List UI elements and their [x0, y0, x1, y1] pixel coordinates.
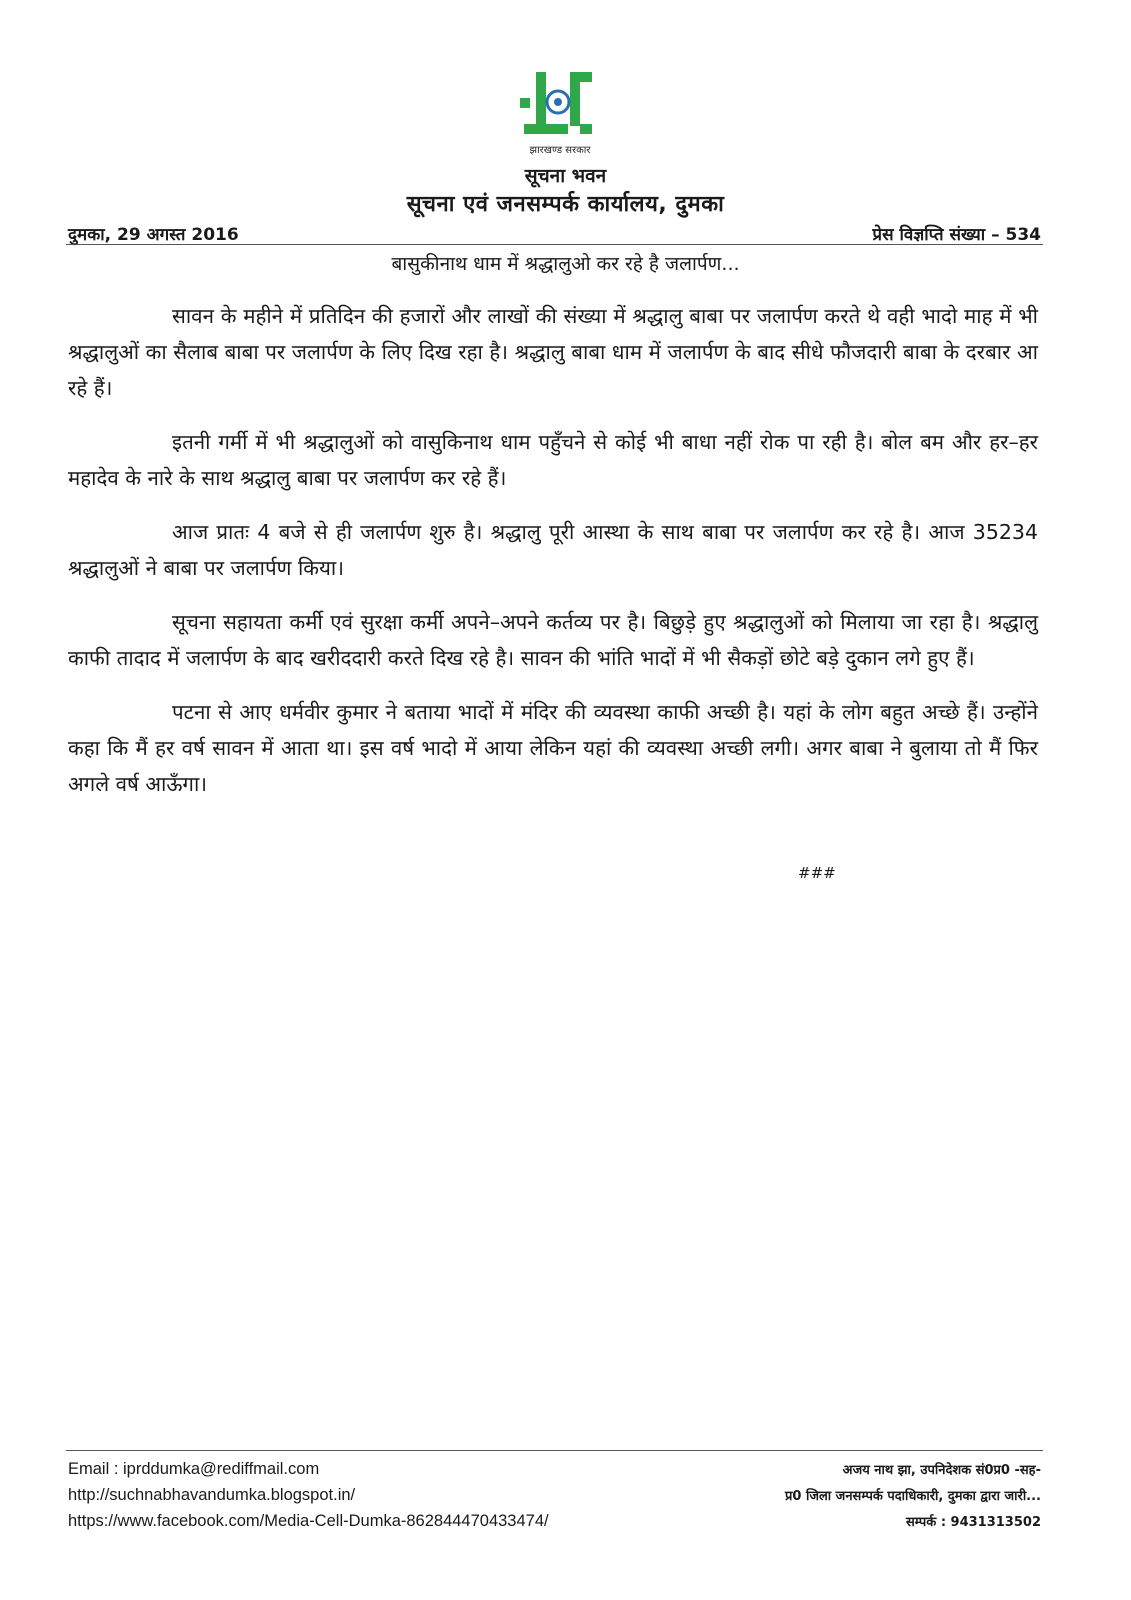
end-mark: ### [798, 864, 836, 882]
paragraph: सावन के महीने में प्रतिदिन की हजारों और लाखों की संख्या में श्रद्धालु बाबा पर जलार्पण करते थे वही भादो माह में भी श्रद्धालुओं का सैलाब बाबा पर जलार्पण के लिए दिख रहा है। श्रद्धालु बाबा धाम में जलार्पण के बाद सीधे फौजदारी बाबा के दरबार आ रहे हैं। [68, 304, 1038, 400]
footer-facebook-link[interactable]: https://www.facebook.com/Media-Cell-Dumka-862844470433474/ [68, 1512, 549, 1530]
paragraph: आज प्रातः 4 बजे से ही जलार्पण शुरु है। श्रद्धालु पूरी आस्था के साथ बाबा पर जलार्पण कर रहे है। आज 35234 श्रद्धालुओं ने बाबा पर जलार्पण किया। [68, 520, 1038, 580]
footer-issuer [785, 1458, 1041, 1536]
header-divider [66, 244, 1043, 245]
logo-caption: झारखण्ड सरकार [529, 145, 591, 156]
jharkhand-logo [518, 68, 598, 140]
office-title: सूचना एवं जनसम्पर्क कार्यालय, दुमका [406, 192, 725, 217]
footer-email[interactable]: Email : iprddumka@rediffmail.com [68, 1460, 320, 1478]
paragraph: पटना से आए धर्मवीर कुमार ने बताया भादों में मंदिर की व्यवस्था काफी अच्छी है। यहां के लोग बहुत अच्छे हैं। उन्होंने कहा कि मैं हर वर्ष सावन में आता था। इस वर्ष भादो में आया लेकिन यहां की व्यवस्था अच्छी लगी। अगर बाबा ने बुलाया तो मैं फिर अगले वर्ष आऊँगा। [68, 700, 1038, 796]
issuer-line-2: प्र0 जिला जनसम्पर्क पदाधिकारी, दुमका द्वारा जारी... [784, 1489, 1041, 1504]
paragraph: इतनी गर्मी में भी श्रद्धालुओं को वासुकिनाथ धाम पहुँचने से कोई भी बाधा नहीं रोक पा रही है। बोल बम और हर–हर महादेव के नारे के साथ श्रद्धालु बाबा पर जलार्पण कर रहे हैं। [68, 430, 1038, 490]
issuer-line-1: अजय नाथ झा, उपनिदेशक सं0प्र0 -सह- [842, 1463, 1041, 1478]
headline: बासुकीनाथ धाम में श्रद्धालुओ कर रहे है जलार्पण... [391, 253, 740, 275]
footer-divider [66, 1450, 1043, 1451]
issuer-contact: सम्पर्क : 9431313502 [905, 1515, 1041, 1530]
press-release-number: प्रेस विज्ञप्ति संख्या – 534 [872, 225, 1041, 245]
footer-blog-link[interactable]: http://suchnabhavandumka.blogspot.in/ [68, 1486, 356, 1504]
footer-contacts [68, 1456, 549, 1534]
office-subtitle: सूचना भवन [524, 165, 607, 187]
release-date: दुमका, 29 अगस्त 2016 [68, 225, 239, 245]
article-body [68, 298, 1038, 820]
paragraph: सूचना सहायता कर्मी एवं सुरक्षा कर्मी अपने–अपने कर्तव्य पर है। बिछुड़े हुए श्रद्धालुओं को मिलाया जा रहा है। श्रद्धालु काफी तादाद में जलार्पण के बाद खरीददारी करते दिख रहे है। सावन की भांति भादों में भी सैकड़ों छोटे बड़े दुकान लगे हुए हैं। [68, 610, 1038, 670]
